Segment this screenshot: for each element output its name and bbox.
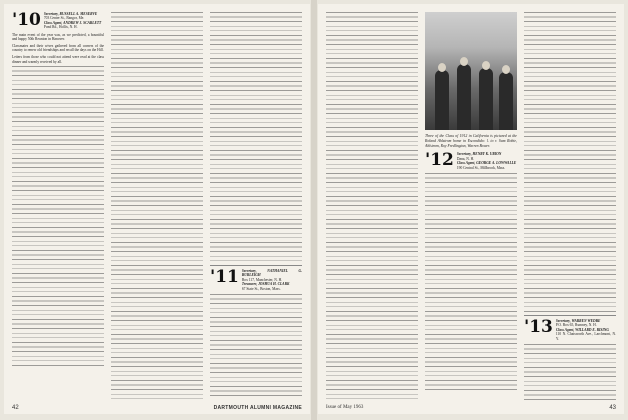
class-agent: Class Agent, ANDREW J. SCARLETT	[43, 20, 102, 25]
secretary-address: P.O. Box 65, Rumney, N. H.	[555, 323, 597, 328]
secretary-address: Box 117, Manchester, N. H.	[241, 277, 283, 282]
class-agent: Treasurer, JOSHUA H. CLARK	[241, 282, 290, 287]
person-head	[502, 65, 510, 74]
person-head	[482, 61, 490, 70]
class-1912-heading	[425, 152, 517, 170]
class-note-paragraph: Classmates and their wives gathered from all corners of the country to renew old friendships and recall the days on the Hill.	[12, 43, 104, 53]
divider	[524, 315, 616, 316]
right-column-3	[524, 12, 616, 400]
class-secretary: Secretary, WARREN WEDBE	[555, 319, 601, 323]
body-text-block	[111, 12, 203, 400]
class-secretary: Secretary, NATHANIEL G. BURLEIGH	[241, 269, 302, 278]
class-note-paragraph: The main event of the year was, as we predicted, a bountiful and happy 50th Reunion in Hanover.	[12, 32, 104, 42]
class-1913-heading	[524, 319, 616, 341]
right-column-1	[326, 12, 418, 400]
secretary-address: Dana, N. H.	[456, 156, 475, 161]
page-footer	[12, 405, 302, 411]
page-number: 43	[609, 405, 616, 411]
body-text-block	[326, 12, 418, 400]
agent-address: Pond Rd., Hollis, N. H.	[43, 25, 78, 30]
person-figure	[499, 72, 513, 130]
left-column-1	[12, 12, 104, 400]
page-footer	[326, 405, 616, 411]
body-text-block	[524, 344, 616, 400]
left-column-2	[111, 12, 203, 400]
class-numeral: '11	[210, 267, 239, 287]
body-text-block	[210, 12, 302, 262]
left-column-3	[210, 12, 302, 400]
class-agent: Class Agent, WILLARD E. RISING	[555, 327, 609, 332]
page-number: 42	[12, 405, 19, 411]
person-figure	[435, 70, 449, 130]
class-note-paragraph: Letters from those who could not attend were read at the class dinner and warmly received by all.	[12, 55, 104, 64]
magazine-title: DARTMOUTH ALUMNI MAGAZINE	[213, 405, 302, 411]
issue-date: Issue of May 1963	[326, 405, 364, 410]
person-figure	[457, 64, 471, 130]
person-head	[438, 63, 446, 72]
class-numeral: '10	[12, 12, 41, 30]
secretary-address: 703 Center St., Bangor, Me.	[43, 16, 85, 21]
class-1910-heading	[12, 12, 104, 30]
agent-address: 67 State St., Boston, Mass.	[241, 286, 281, 291]
body-text-block	[210, 294, 302, 400]
class-numeral: '13	[524, 317, 553, 337]
class-numeral: '12	[425, 150, 454, 171]
agent-address: 110 N. Chatsworth Ave., Larchmont, N. Y.	[555, 332, 616, 341]
body-text-block	[524, 12, 616, 312]
divider	[210, 265, 302, 266]
class-agent: Class Agent, GEORGE A. LOWWALLE	[456, 161, 517, 166]
class-1911-heading	[210, 269, 302, 291]
body-text-block	[425, 173, 517, 393]
body-text-block	[12, 66, 104, 366]
page-gutter	[311, 0, 317, 420]
left-page	[4, 4, 310, 414]
class-photo	[425, 12, 517, 130]
person-figure	[479, 68, 493, 130]
agent-address: 190 Central St., Millbrook, Mass.	[456, 165, 506, 170]
right-column-2	[425, 12, 517, 400]
person-head	[460, 57, 468, 66]
class-secretary: Secretary, HENRY K. URION	[456, 152, 502, 157]
photo-caption: Three of the Class of 1912 in California is pictured at the Roland Ahlstrom home in Escondido: l. to r. Sam Robie, Ahlstrom, Roy Fredlington, Warren Bower.	[425, 134, 517, 148]
right-page	[318, 4, 624, 414]
class-secretary: Secretary, RUSSELL A. MESERVE	[43, 12, 98, 16]
